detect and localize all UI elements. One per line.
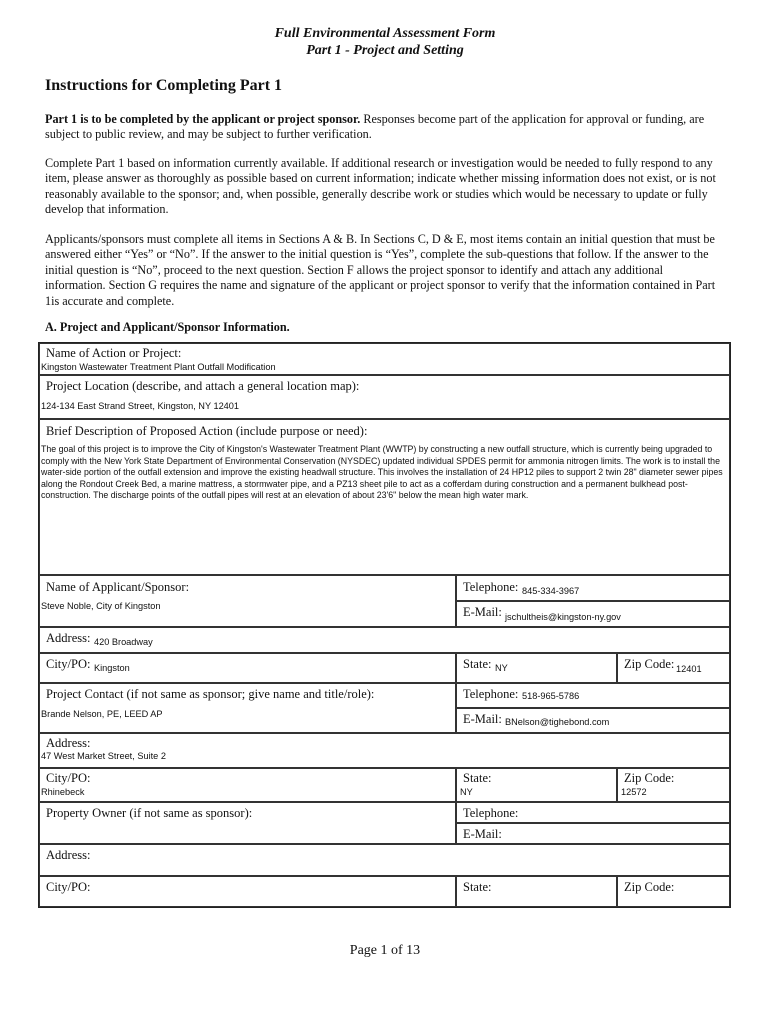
- owner-zip-label: Zip Code:: [624, 880, 675, 894]
- name-of-action-cell[interactable]: [39, 343, 730, 375]
- name-of-action-value: Kingston Wastewater Treatment Plant Outfall Modification: [41, 362, 276, 372]
- applicant-address-label: Address:: [46, 631, 91, 645]
- instructions-paragraph-1: [45, 112, 725, 143]
- contact-zip-value: 12572: [621, 787, 647, 797]
- owner-telephone-cell[interactable]: [456, 802, 730, 823]
- owner-email-cell[interactable]: [456, 823, 730, 844]
- applicant-state-cell[interactable]: [456, 653, 617, 683]
- owner-state-cell[interactable]: [456, 876, 617, 907]
- applicant-telephone-value: 845-334-3967: [522, 586, 580, 596]
- applicant-city-label: City/PO:: [46, 657, 91, 671]
- name-of-action-label: Name of Action or Project:: [46, 346, 182, 360]
- contact-name-value: Brande Nelson, PE, LEED AP: [41, 709, 163, 719]
- contact-address-value: 47 West Market Street, Suite 2: [41, 751, 166, 761]
- project-location-label: Project Location (describe, and attach a general location map):: [46, 379, 360, 393]
- applicant-email-value: jschultheis@kingston-ny.gov: [505, 612, 621, 622]
- applicant-state-value: NY: [495, 663, 508, 673]
- owner-city-label: City/PO:: [46, 880, 91, 894]
- owner-name-cell[interactable]: [39, 802, 456, 844]
- applicant-name-value: Steve Noble, City of Kingston: [41, 601, 161, 611]
- owner-name-label: Property Owner (if not same as sponsor):: [46, 806, 253, 820]
- applicant-zip-cell[interactable]: [617, 653, 730, 683]
- contact-state-value: NY: [460, 787, 473, 797]
- form-subtitle: Part 1 - Project and Setting: [306, 43, 464, 58]
- owner-city-cell[interactable]: [39, 876, 456, 907]
- section-a-heading: A. Project and Applicant/Sponsor Information.: [45, 320, 290, 334]
- instructions-heading: Instructions for Completing Part 1: [45, 77, 283, 94]
- contact-telephone-value: 518-965-5786: [522, 691, 580, 701]
- applicant-name-label: Name of Applicant/Sponsor:: [46, 580, 190, 594]
- project-location-value: 124-134 East Strand Street, Kingston, NY 12401: [41, 401, 240, 411]
- contact-city-label: City/PO:: [46, 771, 91, 785]
- contact-city-value: Rhinebeck: [41, 787, 85, 797]
- contact-email-cell[interactable]: [456, 708, 730, 733]
- contact-email-value: BNelson@tighebond.com: [505, 717, 610, 727]
- applicant-zip-label: Zip Code:: [624, 657, 675, 671]
- applicant-email-cell[interactable]: [456, 601, 730, 627]
- applicant-city-cell[interactable]: [39, 653, 456, 683]
- page-number: Page 1 of 13: [349, 943, 421, 958]
- owner-email-label: E-Mail:: [463, 827, 502, 841]
- contact-address-label: Address:: [46, 736, 91, 750]
- contact-address-cell[interactable]: [39, 733, 730, 768]
- owner-address-cell[interactable]: [39, 844, 730, 876]
- description-label: Brief Description of Proposed Action (include purpose or need):: [46, 424, 368, 438]
- form-title: Full Environmental Assessment Form: [274, 26, 496, 41]
- owner-address-label: Address:: [46, 848, 91, 862]
- instructions-paragraph-2: Complete Part 1 based on information currently available. If additional research or investigation would be needed to fully respond to any item, please answer as thoroughly as possible based on current information; indicate whether missing information does not exist, or is not reasonably available to the sponsor; and, when possible, generally describe work or studies which would be necessary to update or fully develop that information.: [45, 156, 716, 217]
- applicant-state-label: State:: [463, 657, 492, 671]
- applicant-zip-value: 12401: [676, 664, 702, 674]
- applicant-address-value: 420 Broadway: [94, 637, 153, 647]
- description-cell[interactable]: [39, 419, 730, 575]
- description-value: The goal of this project is to improve the City of Kingston's Wastewater Treatment Plant (WWTP) by constructing a new outfall structure, which is currently being upgraded to comply with the New York State Department of Environmental Conservation (NYSDEC) updated individual SPDES permit for ammonia nitrogen limits. The work is to install the water-side portion of the outfall extension and improve the existing headwall structure. This involves the installation of 24 HP12 piles to support 2 twin 28" diameter sewer pipes along the Rondout Creek Bed, a marine mattress, a stormwater pipe, and a PZ13 sheet pile to act as a cofferdam during construction and a permanent bulkhead post-construction. The discharge points of the outfall pipes will rest at an elevation of about 23'6" below the mean high water mark.: [41, 444, 723, 501]
- instructions-p1-bold: Part 1 is to be completed by the applicant or project sponsor.: [45, 112, 361, 126]
- contact-state-cell[interactable]: [456, 768, 617, 802]
- instructions-p1-rest: Responses become part of the application for approval or funding, are subject to public review, and may be subject to further verification.: [45, 112, 705, 142]
- contact-name-cell[interactable]: [39, 683, 456, 733]
- contact-zip-label: Zip Code:: [624, 771, 675, 785]
- owner-telephone-label: Telephone:: [463, 806, 519, 820]
- applicant-email-label: E-Mail:: [463, 605, 502, 619]
- contact-telephone-cell[interactable]: [456, 683, 730, 708]
- contact-name-label: Project Contact (if not same as sponsor; give name and title/role):: [46, 687, 375, 701]
- contact-telephone-label: Telephone:: [463, 687, 519, 701]
- owner-zip-cell[interactable]: [617, 876, 730, 907]
- owner-state-label: State:: [463, 880, 492, 894]
- applicant-address-cell[interactable]: [39, 627, 730, 653]
- contact-email-label: E-Mail:: [463, 712, 502, 726]
- applicant-telephone-cell[interactable]: [456, 575, 730, 601]
- instructions-paragraph-3: Applicants/sponsors must complete all items in Sections A & B. In Sections C, D & E, most items contain an initial question that must be answered either “Yes” or “No”. If the answer to the initial question is “Yes”, complete the sub-questions that follow. If the answer to the initial question is “No”, proceed to the next question. Section F allows the project sponsor to identify and attach any additional information. Section G requires the name and signature of the applicant or project sponsor to verify that the information contained in Part 1is accurate and complete.: [45, 232, 716, 308]
- project-location-cell[interactable]: [39, 375, 730, 419]
- contact-zip-cell[interactable]: [617, 768, 730, 802]
- contact-city-cell[interactable]: [39, 768, 456, 802]
- applicant-name-cell[interactable]: [39, 575, 456, 627]
- project-information-form: [38, 342, 731, 908]
- contact-state-label: State:: [463, 771, 492, 785]
- applicant-telephone-label: Telephone:: [463, 580, 519, 594]
- applicant-city-value: Kingston: [94, 663, 130, 673]
